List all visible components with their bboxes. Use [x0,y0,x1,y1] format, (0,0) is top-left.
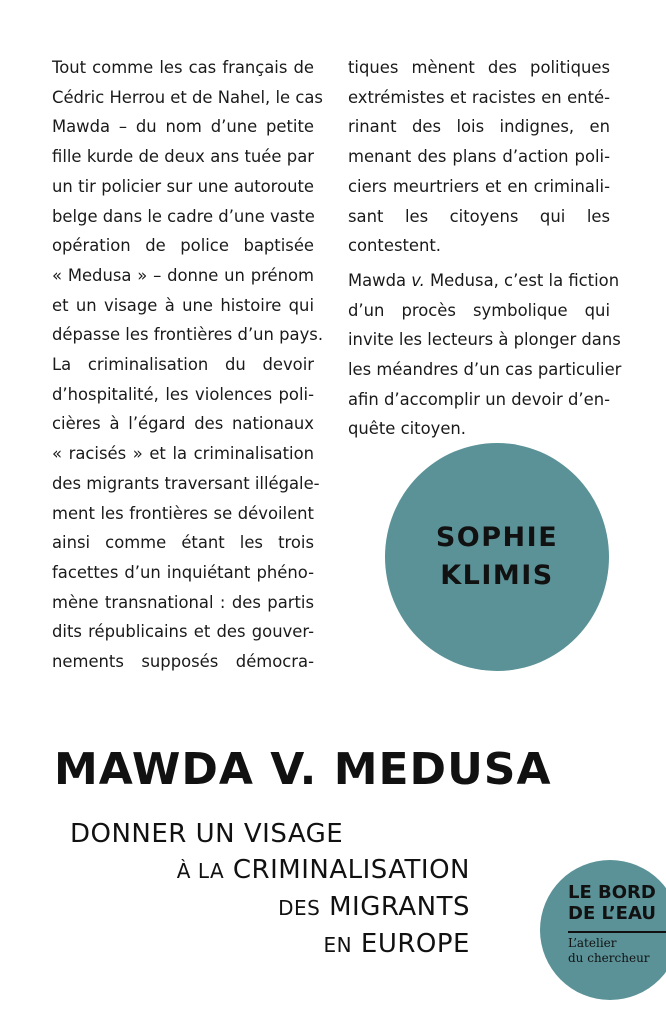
blurb-line: ainsi comme étant les trois [52,533,314,553]
blurb-line: tiques mènent des politiques [348,58,610,77]
blurb-fragment: Mawda [348,270,412,290]
subtitle-small-word: DES [278,896,321,920]
blurb-line: contestent. [348,236,442,256]
blurb-line: Cédric Herrou et de Nahel, le cas [52,87,323,107]
blurb-line: invite les lecteurs à plonger dans [348,330,621,350]
blurb-line: ment les frontières se dévoilent [52,503,314,523]
publisher-name [568,882,656,924]
blurb-line: rinant des lois indignes, en [348,117,610,137]
blurb-line: quête citoyen. [348,419,466,439]
blurb-line: extrémistes et racistes en enté- [348,87,610,107]
blurb-left-column [52,53,324,677]
blurb-line: nements supposés démocra- [52,652,314,672]
blurb-line: sant les citoyens qui les [348,206,610,226]
subtitle-big-word: CRIMINALISATION [232,855,470,885]
blurb-line: dépasse les frontières d’un pays. [52,325,324,345]
subtitle-big-word: EUROPE [360,929,470,959]
collection-name-line: du chercheur [568,951,650,965]
author-last-name: KLIMIS [440,560,554,591]
subtitle-big-word: MIGRANTS [329,892,470,922]
blurb-line: des migrants traversant illégale- [52,473,320,493]
blurb-line: cières à l’égard des nationaux [52,414,314,434]
subtitle-line: DONNER UN VISAGE [70,819,344,849]
blurb-line: mène transnational : des partis [52,592,314,612]
blurb-italic-fragment: v. [411,270,425,290]
blurb-line: et un visage à une histoire qui [52,295,314,315]
blurb-line: belge dans le cadre d’une vaste [52,206,315,226]
publisher-divider [568,931,666,933]
publisher-name-line: LE BORD [568,882,656,903]
blurb-line: Mawda – du nom d’une petite [52,117,314,137]
subtitle-line [50,889,470,926]
blurb-line: opération de police baptisée [52,236,314,256]
blurb-line: Tout comme les cas français de [52,58,314,77]
blurb-line: La criminalisation du devoir [52,355,314,375]
blurb-line: « racisés » et la criminalisation [52,444,314,464]
author-first-name: SOPHIE [435,522,559,553]
author-badge [385,443,609,671]
publisher-name-line: DE L’EAU [568,903,656,924]
publisher-logo [540,860,666,1000]
book-subtitle [50,816,470,963]
blurb-line: les méandres d’un cas particulier [348,360,622,380]
subtitle-small-word: À LA [176,859,225,883]
blurb-line: un tir policier sur une autoroute [52,176,314,196]
blurb-fragment: Medusa, c’est la fiction [424,270,620,290]
subtitle-line [50,852,470,889]
blurb-line: menant des plans d’action poli- [348,147,610,167]
subtitle-small-word: EN [323,933,353,957]
blurb-line: d’hospitalité, les violences poli- [52,384,314,404]
blurb-line: ciers meurtriers et en criminali- [348,176,610,196]
blurb-line: fille kurde de deux ans tuée par [52,147,314,167]
blurb-line [348,266,620,296]
blurb-line: « Medusa » – donne un prénom [52,265,314,285]
collection-name-line: L’atelier [568,936,617,950]
collection-name [568,936,650,966]
blurb-line: facettes d’un inquiétant phéno- [52,562,314,582]
blurb-line: dits républicains et des gouver- [52,622,314,642]
subtitle-line [50,926,470,963]
blurb-right-column [348,53,622,444]
book-title: MAWDA V. MEDUSA [54,744,552,795]
blurb-line: afin d’accomplir un devoir d’en- [348,389,610,409]
blurb-line: d’un procès symbolique qui [348,300,610,320]
